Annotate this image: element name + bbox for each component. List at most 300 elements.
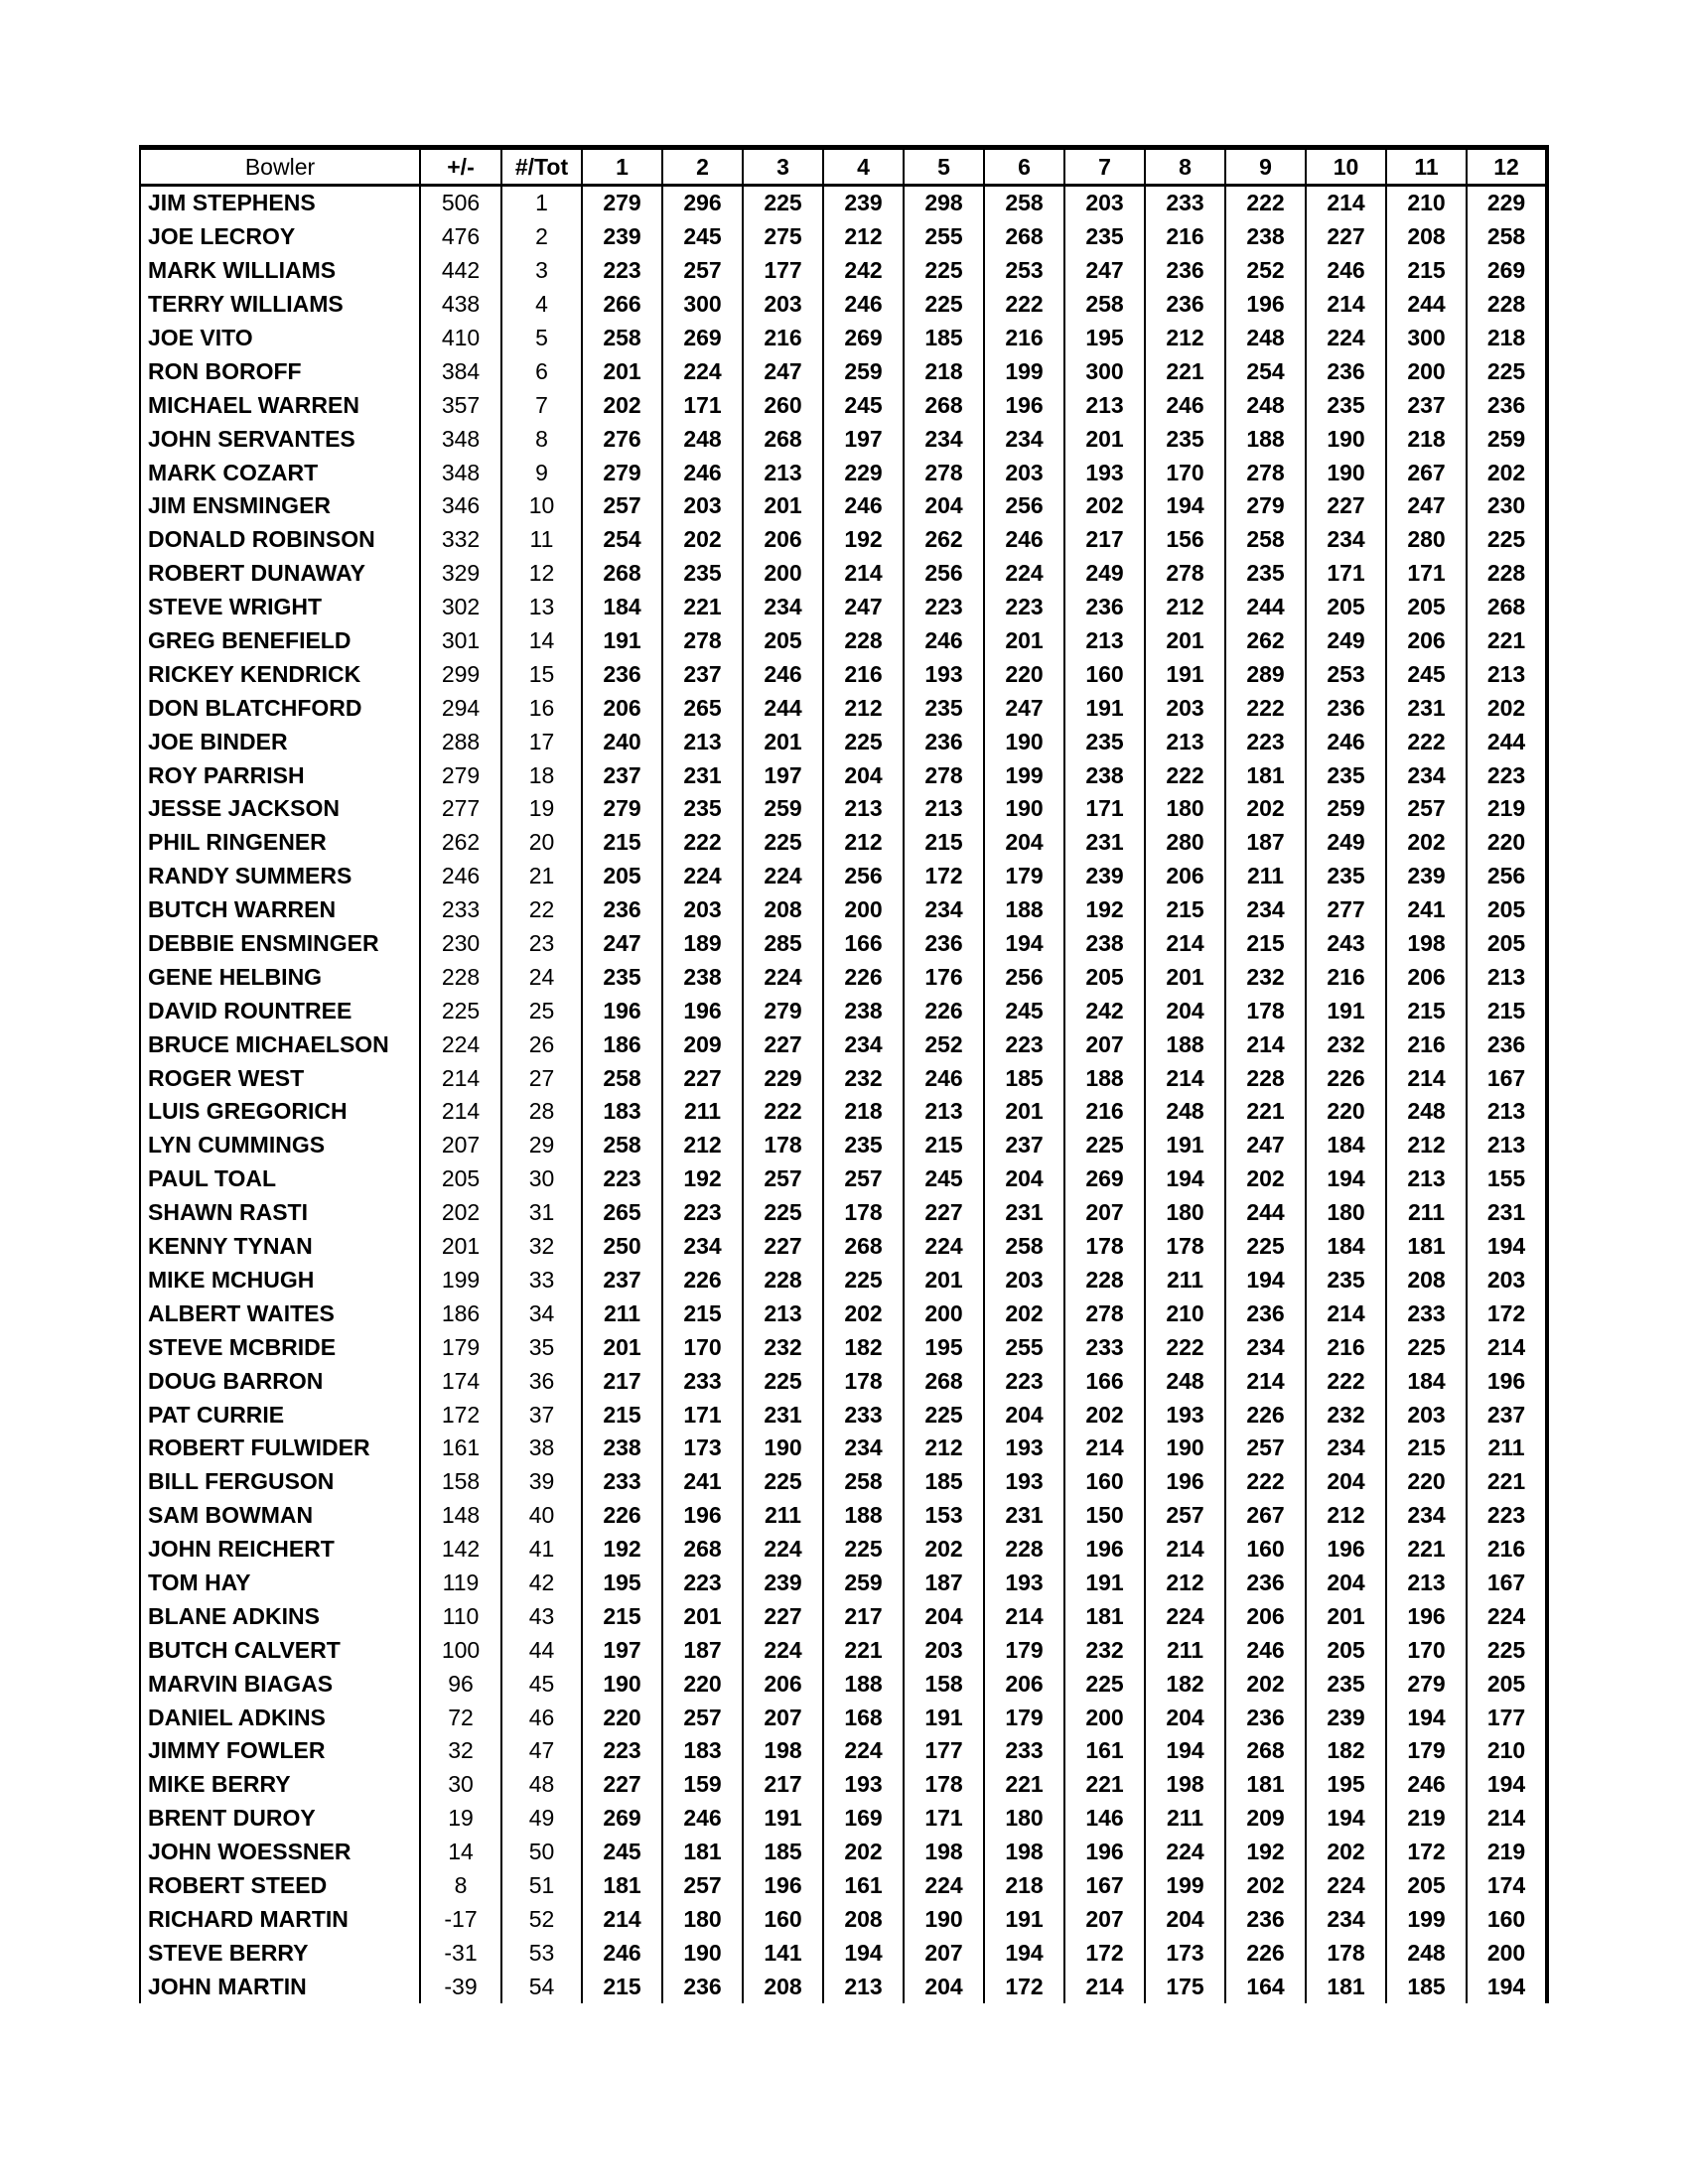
game-score: 224	[743, 1533, 823, 1567]
game-score: 257	[1386, 792, 1467, 826]
plus-minus-value: 348	[420, 422, 501, 456]
game-score: 202	[1225, 1869, 1306, 1903]
plus-minus-value: 96	[420, 1667, 501, 1701]
game-score: 210	[1386, 186, 1467, 220]
game-score: 204	[904, 1599, 984, 1633]
game-score: 160	[1064, 1465, 1145, 1499]
game-score: 225	[743, 186, 823, 220]
game-score: 184	[1306, 1129, 1386, 1162]
game-score: 279	[582, 186, 662, 220]
game-score: 221	[823, 1633, 904, 1667]
game-score: 224	[662, 354, 743, 388]
game-score: 193	[904, 657, 984, 691]
game-score: 213	[1467, 657, 1547, 691]
game-score: 234	[1225, 1330, 1306, 1364]
bowler-name: BUTCH CALVERT	[140, 1633, 420, 1667]
game-score: 246	[662, 1802, 743, 1836]
game-score: 211	[1145, 1802, 1225, 1836]
game-score: 246	[582, 1936, 662, 1970]
game-score: 235	[1225, 557, 1306, 591]
game-score: 236	[1225, 1701, 1306, 1734]
game-score: 198	[1386, 927, 1467, 961]
bowler-name: KENNY TYNAN	[140, 1230, 420, 1264]
game-score: 218	[984, 1869, 1064, 1903]
game-score: 221	[1467, 1465, 1547, 1499]
game-score: 205	[1467, 927, 1547, 961]
game-score: 279	[582, 456, 662, 489]
game-score: 213	[823, 792, 904, 826]
game-score: 239	[1306, 1701, 1386, 1734]
game-score: 223	[1467, 1499, 1547, 1533]
game-score: 195	[904, 1330, 984, 1364]
game-score: 225	[1467, 523, 1547, 557]
column-header-game-7: 7	[1064, 148, 1145, 186]
game-score: 225	[1225, 1230, 1306, 1264]
game-score: 257	[1145, 1499, 1225, 1533]
game-score: 202	[1064, 1398, 1145, 1432]
game-score: 191	[904, 1701, 984, 1734]
game-score: 222	[1145, 1330, 1225, 1364]
game-score: 197	[582, 1633, 662, 1667]
game-score: 194	[1145, 489, 1225, 523]
game-score: 234	[984, 422, 1064, 456]
game-score: 245	[823, 388, 904, 422]
bowler-name: ROBERT FULWIDER	[140, 1432, 420, 1465]
game-score: 224	[1145, 1836, 1225, 1869]
game-score: 203	[984, 456, 1064, 489]
game-score: 194	[1386, 1701, 1467, 1734]
game-score: 235	[662, 557, 743, 591]
total-rank-value: 18	[501, 758, 582, 792]
game-score: 222	[662, 826, 743, 860]
game-score: 185	[904, 1465, 984, 1499]
game-score: 238	[582, 1432, 662, 1465]
game-score: 234	[743, 591, 823, 624]
game-score: 244	[743, 691, 823, 725]
bowler-name: STEVE WRIGHT	[140, 591, 420, 624]
total-rank-value: 39	[501, 1465, 582, 1499]
total-rank-value: 11	[501, 523, 582, 557]
total-rank-value: 13	[501, 591, 582, 624]
game-score: 196	[984, 388, 1064, 422]
game-score: 190	[743, 1432, 823, 1465]
game-score: 222	[1386, 725, 1467, 758]
game-score: 258	[582, 1129, 662, 1162]
game-score: 218	[1467, 322, 1547, 355]
game-score: 268	[743, 422, 823, 456]
bowler-name: JIM STEPHENS	[140, 186, 420, 220]
game-score: 170	[662, 1330, 743, 1364]
game-score: 236	[1306, 691, 1386, 725]
game-score: 216	[1064, 1095, 1145, 1129]
game-score: 180	[662, 1902, 743, 1936]
game-score: 246	[984, 523, 1064, 557]
game-score: 215	[582, 1398, 662, 1432]
game-score: 179	[1386, 1734, 1467, 1768]
total-rank-value: 19	[501, 792, 582, 826]
table-row	[140, 456, 1547, 489]
game-score: 278	[904, 456, 984, 489]
game-score: 256	[984, 489, 1064, 523]
game-score: 153	[904, 1499, 984, 1533]
bowler-name: MIKE MCHUGH	[140, 1264, 420, 1297]
total-rank-value: 48	[501, 1768, 582, 1802]
bowler-name: MARVIN BIAGAS	[140, 1667, 420, 1701]
game-score: 213	[1064, 388, 1145, 422]
game-score: 280	[1386, 523, 1467, 557]
game-score: 278	[1145, 557, 1225, 591]
game-score: 178	[904, 1768, 984, 1802]
game-score: 214	[1145, 1533, 1225, 1567]
game-score: 241	[662, 1465, 743, 1499]
game-score: 174	[1467, 1869, 1547, 1903]
game-score: 196	[1386, 1599, 1467, 1633]
game-score: 200	[823, 893, 904, 927]
game-score: 246	[662, 456, 743, 489]
game-score: 225	[904, 288, 984, 322]
game-score: 196	[743, 1869, 823, 1903]
game-score: 258	[823, 1465, 904, 1499]
column-header-game-9: 9	[1225, 148, 1306, 186]
game-score: 182	[1306, 1734, 1386, 1768]
game-score: 181	[1306, 1970, 1386, 2003]
game-score: 228	[743, 1264, 823, 1297]
game-score: 229	[743, 1061, 823, 1095]
table-row	[140, 1533, 1547, 1567]
plus-minus-value: 506	[420, 186, 501, 220]
game-score: 228	[984, 1533, 1064, 1567]
total-rank-value: 31	[501, 1196, 582, 1230]
game-score: 201	[1145, 960, 1225, 994]
bowler-name: JESSE JACKSON	[140, 792, 420, 826]
plus-minus-value: 199	[420, 1264, 501, 1297]
game-score: 247	[743, 354, 823, 388]
game-score: 183	[662, 1734, 743, 1768]
bowler-name: TERRY WILLIAMS	[140, 288, 420, 322]
game-score: 160	[1225, 1533, 1306, 1567]
game-score: 203	[984, 1264, 1064, 1297]
plus-minus-value: 158	[420, 1465, 501, 1499]
game-score: 213	[1467, 1095, 1547, 1129]
game-score: 225	[823, 725, 904, 758]
game-score: 246	[823, 489, 904, 523]
game-score: 170	[1145, 456, 1225, 489]
total-rank-value: 34	[501, 1297, 582, 1330]
table-row	[140, 1230, 1547, 1264]
game-score: 246	[904, 1061, 984, 1095]
game-score: 215	[1145, 893, 1225, 927]
game-score: 235	[904, 691, 984, 725]
bowler-name: TOM HAY	[140, 1567, 420, 1600]
game-score: 184	[1386, 1364, 1467, 1398]
game-score: 167	[1064, 1869, 1145, 1903]
table-row	[140, 422, 1547, 456]
game-score: 239	[1386, 860, 1467, 893]
game-score: 223	[984, 591, 1064, 624]
game-score: 182	[1145, 1667, 1225, 1701]
game-score: 256	[1467, 860, 1547, 893]
game-score: 268	[823, 1230, 904, 1264]
game-score: 193	[984, 1567, 1064, 1600]
game-score: 205	[582, 860, 662, 893]
game-score: 234	[1386, 1499, 1467, 1533]
plus-minus-value: -17	[420, 1902, 501, 1936]
game-score: 160	[1064, 657, 1145, 691]
game-score: 265	[662, 691, 743, 725]
game-score: 230	[1467, 489, 1547, 523]
game-score: 237	[984, 1129, 1064, 1162]
game-score: 190	[1145, 1432, 1225, 1465]
game-score: 221	[984, 1768, 1064, 1802]
game-score: 255	[904, 220, 984, 254]
plus-minus-value: 230	[420, 927, 501, 961]
game-score: 204	[1145, 1902, 1225, 1936]
game-score: 258	[582, 1061, 662, 1095]
game-score: 177	[743, 254, 823, 288]
game-score: 222	[1306, 1364, 1386, 1398]
game-score: 214	[1306, 288, 1386, 322]
game-score: 245	[904, 1162, 984, 1196]
plus-minus-value: 277	[420, 792, 501, 826]
total-rank-value: 41	[501, 1533, 582, 1567]
plus-minus-value: 301	[420, 624, 501, 658]
column-header-game-1: 1	[582, 148, 662, 186]
game-score: 233	[662, 1364, 743, 1398]
game-score: 192	[1225, 1836, 1306, 1869]
game-score: 218	[823, 1095, 904, 1129]
game-score: 236	[1145, 288, 1225, 322]
game-score: 211	[1467, 1432, 1547, 1465]
game-score: 234	[1386, 758, 1467, 792]
game-score: 234	[1306, 1902, 1386, 1936]
table-row	[140, 860, 1547, 893]
bowler-name: ROGER WEST	[140, 1061, 420, 1095]
game-score: 181	[1386, 1230, 1467, 1264]
game-score: 181	[1225, 758, 1306, 792]
game-score: 233	[1145, 186, 1225, 220]
game-score: 236	[904, 725, 984, 758]
game-score: 236	[1145, 254, 1225, 288]
table-row	[140, 1802, 1547, 1836]
table-row	[140, 1364, 1547, 1398]
total-rank-value: 4	[501, 288, 582, 322]
table-row	[140, 691, 1547, 725]
game-score: 204	[1306, 1567, 1386, 1600]
game-score: 231	[984, 1499, 1064, 1533]
game-score: 220	[1306, 1095, 1386, 1129]
game-score: 237	[582, 758, 662, 792]
game-score: 221	[1386, 1533, 1467, 1567]
table-row	[140, 288, 1547, 322]
game-score: 215	[904, 826, 984, 860]
plus-minus-value: 205	[420, 1162, 501, 1196]
game-score: 214	[582, 1902, 662, 1936]
game-score: 180	[1145, 1196, 1225, 1230]
game-score: 194	[1225, 1264, 1306, 1297]
game-score: 188	[984, 893, 1064, 927]
game-score: 178	[823, 1196, 904, 1230]
game-score: 227	[1306, 220, 1386, 254]
total-rank-value: 28	[501, 1095, 582, 1129]
total-rank-value: 6	[501, 354, 582, 388]
game-score: 222	[1225, 1465, 1306, 1499]
game-score: 201	[662, 1599, 743, 1633]
plus-minus-value: 438	[420, 288, 501, 322]
game-score: 215	[1467, 994, 1547, 1027]
bowler-name: GREG BENEFIELD	[140, 624, 420, 658]
game-score: 192	[823, 523, 904, 557]
game-score: 215	[582, 826, 662, 860]
bowler-name: MIKE BERRY	[140, 1768, 420, 1802]
bowler-name: DAVID ROUNTREE	[140, 994, 420, 1027]
game-score: 240	[582, 725, 662, 758]
game-score: 226	[582, 1499, 662, 1533]
game-score: 268	[582, 557, 662, 591]
game-score: 216	[1306, 960, 1386, 994]
game-score: 203	[1064, 186, 1145, 220]
game-score: 205	[1467, 893, 1547, 927]
table-row	[140, 1499, 1547, 1533]
game-score: 215	[1386, 1432, 1467, 1465]
game-score: 206	[1225, 1599, 1306, 1633]
total-rank-value: 9	[501, 456, 582, 489]
game-score: 196	[662, 1499, 743, 1533]
game-score: 225	[1064, 1667, 1145, 1701]
game-score: 211	[1386, 1196, 1467, 1230]
game-score: 248	[1386, 1095, 1467, 1129]
game-score: 224	[743, 1633, 823, 1667]
game-score: 269	[823, 322, 904, 355]
bowler-name: MICHAEL WARREN	[140, 388, 420, 422]
game-score: 209	[662, 1027, 743, 1061]
game-score: 206	[582, 691, 662, 725]
game-score: 201	[582, 1330, 662, 1364]
table-row	[140, 893, 1547, 927]
game-score: 256	[904, 557, 984, 591]
game-score: 204	[1145, 1701, 1225, 1734]
bowler-name: BUTCH WARREN	[140, 893, 420, 927]
game-score: 252	[904, 1027, 984, 1061]
game-score: 168	[823, 1701, 904, 1734]
game-score: 235	[1064, 220, 1145, 254]
game-score: 246	[1306, 725, 1386, 758]
game-score: 237	[582, 1264, 662, 1297]
game-score: 178	[1225, 994, 1306, 1027]
game-score: 232	[1064, 1633, 1145, 1667]
game-score: 193	[984, 1465, 1064, 1499]
game-score: 172	[1467, 1297, 1547, 1330]
game-score: 220	[1467, 826, 1547, 860]
game-score: 250	[582, 1230, 662, 1264]
game-score: 231	[662, 758, 743, 792]
game-score: 171	[1064, 792, 1145, 826]
total-rank-value: 23	[501, 927, 582, 961]
bowler-name: DOUG BARRON	[140, 1364, 420, 1398]
game-score: 259	[743, 792, 823, 826]
total-rank-value: 2	[501, 220, 582, 254]
bowler-name: ROBERT STEED	[140, 1869, 420, 1903]
table-row	[140, 1768, 1547, 1802]
game-score: 277	[1306, 893, 1386, 927]
game-score: 213	[1064, 624, 1145, 658]
game-score: 235	[1306, 388, 1386, 422]
game-score: 204	[984, 1398, 1064, 1432]
plus-minus-value: 348	[420, 456, 501, 489]
bowler-name: BLANE ADKINS	[140, 1599, 420, 1633]
game-score: 203	[1145, 691, 1225, 725]
game-score: 216	[1386, 1027, 1467, 1061]
game-score: 180	[1145, 792, 1225, 826]
bowler-name: DON BLATCHFORD	[140, 691, 420, 725]
game-score: 221	[1064, 1768, 1145, 1802]
plus-minus-value: 384	[420, 354, 501, 388]
total-rank-value: 51	[501, 1869, 582, 1903]
plus-minus-value: 207	[420, 1129, 501, 1162]
game-score: 196	[662, 994, 743, 1027]
game-score: 223	[984, 1364, 1064, 1398]
game-score: 196	[1225, 288, 1306, 322]
bowler-name: DEBBIE ENSMINGER	[140, 927, 420, 961]
game-score: 146	[1064, 1802, 1145, 1836]
total-rank-value: 24	[501, 960, 582, 994]
game-score: 214	[1467, 1802, 1547, 1836]
game-score: 234	[1306, 1432, 1386, 1465]
game-score: 203	[1467, 1264, 1547, 1297]
game-score: 248	[1145, 1364, 1225, 1398]
game-score: 234	[1306, 523, 1386, 557]
game-score: 245	[582, 1836, 662, 1869]
total-rank-value: 45	[501, 1667, 582, 1701]
game-score: 232	[1225, 960, 1306, 994]
game-score: 214	[1145, 1061, 1225, 1095]
game-score: 191	[1064, 691, 1145, 725]
bowler-name: RICKEY KENDRICK	[140, 657, 420, 691]
game-score: 216	[823, 657, 904, 691]
game-score: 225	[743, 1465, 823, 1499]
table-row	[140, 1196, 1547, 1230]
game-score: 181	[582, 1869, 662, 1903]
game-score: 199	[1386, 1902, 1467, 1936]
game-score: 235	[1064, 725, 1145, 758]
game-score: 225	[904, 1398, 984, 1432]
game-score: 217	[823, 1599, 904, 1633]
game-score: 194	[1306, 1802, 1386, 1836]
table-row	[140, 1701, 1547, 1734]
game-score: 256	[984, 960, 1064, 994]
game-score: 235	[1306, 1264, 1386, 1297]
game-score: 224	[904, 1230, 984, 1264]
total-rank-value: 21	[501, 860, 582, 893]
game-score: 227	[743, 1027, 823, 1061]
game-score: 204	[1145, 994, 1225, 1027]
game-score: 223	[904, 591, 984, 624]
game-score: 204	[984, 1162, 1064, 1196]
game-score: 187	[904, 1567, 984, 1600]
game-score: 204	[1306, 1465, 1386, 1499]
game-score: 232	[1306, 1398, 1386, 1432]
total-rank-value: 17	[501, 725, 582, 758]
game-score: 257	[823, 1162, 904, 1196]
total-rank-value: 22	[501, 893, 582, 927]
game-score: 231	[1386, 691, 1467, 725]
game-score: 237	[1467, 1398, 1547, 1432]
game-score: 205	[1386, 1869, 1467, 1903]
game-score: 223	[582, 1734, 662, 1768]
plus-minus-value: 72	[420, 1701, 501, 1734]
game-score: 192	[662, 1162, 743, 1196]
game-score: 201	[1145, 624, 1225, 658]
total-rank-value: 15	[501, 657, 582, 691]
